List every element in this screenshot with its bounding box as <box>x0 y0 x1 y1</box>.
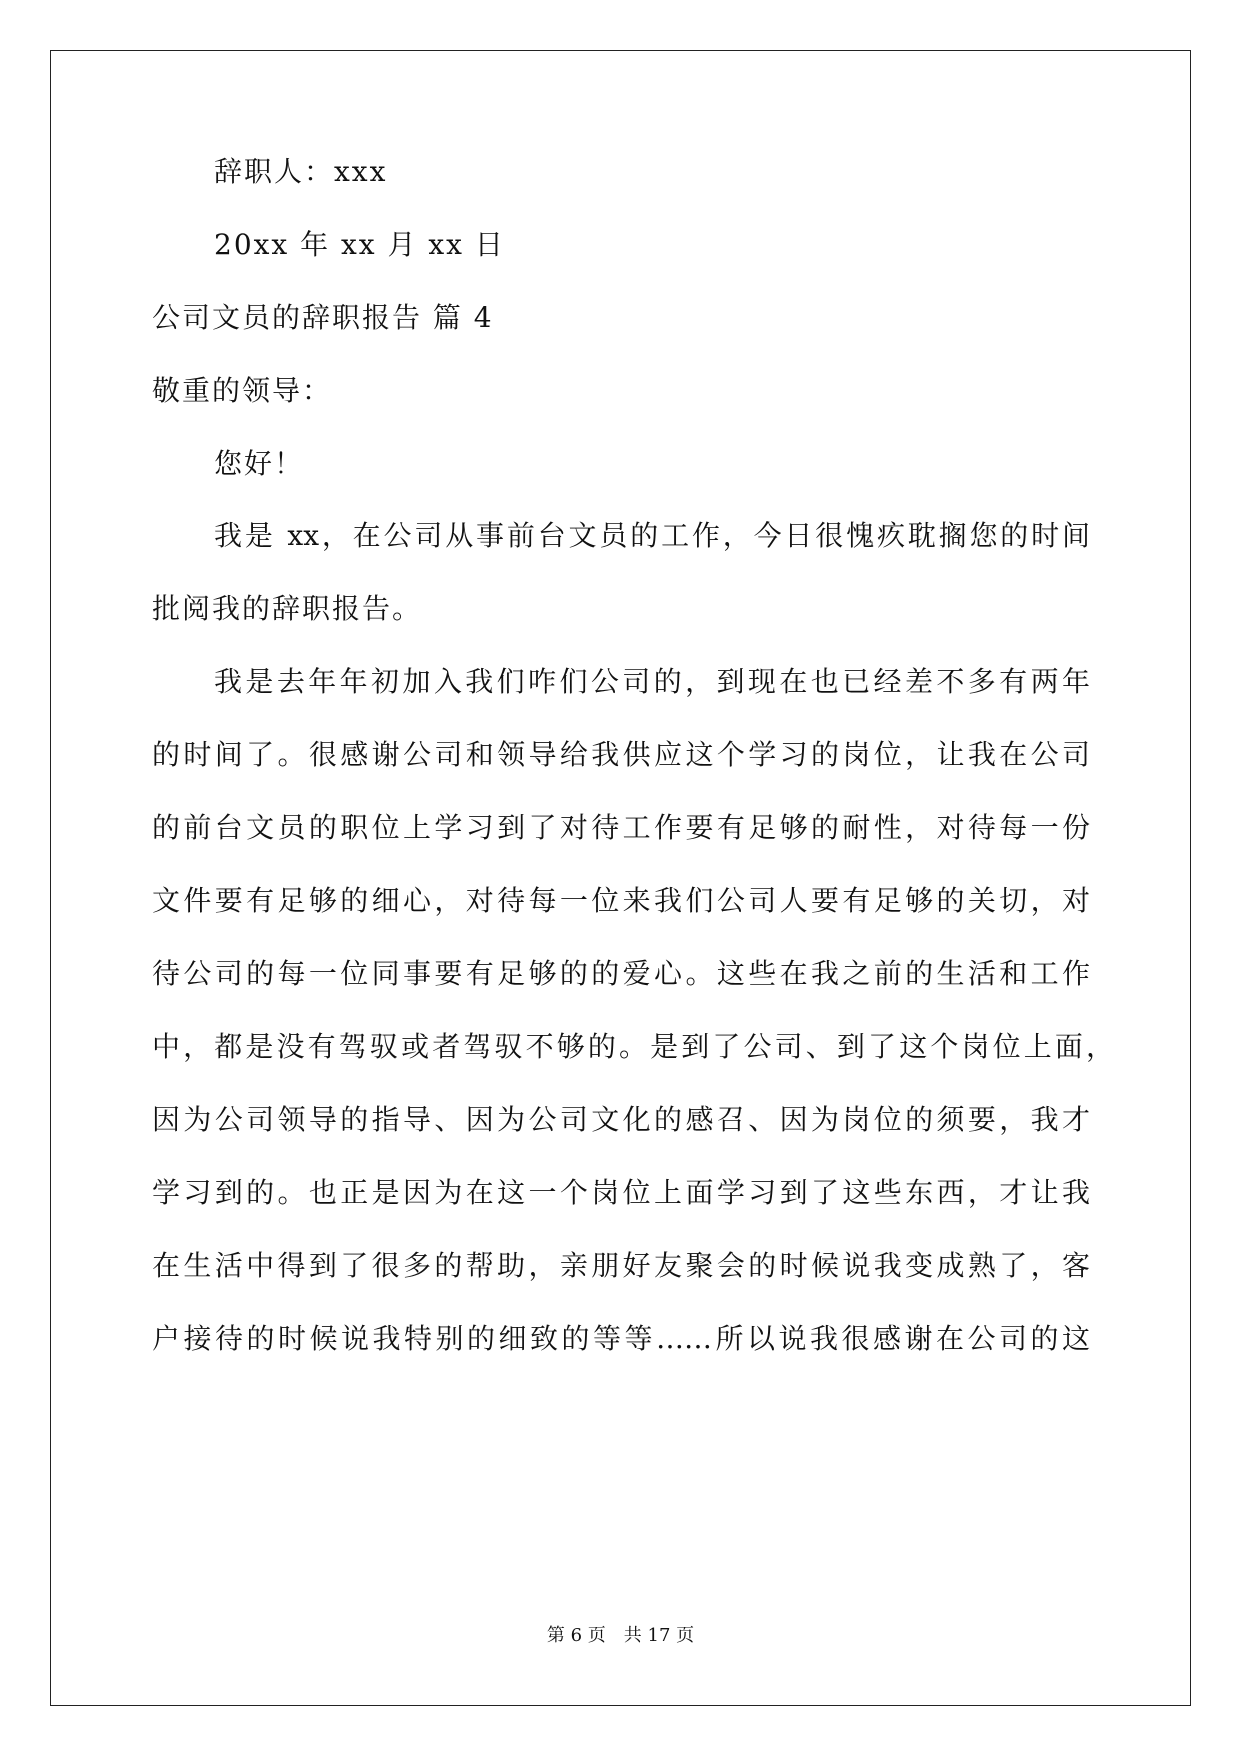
salutation: 敬重的领导： <box>152 374 333 407</box>
paragraph2-line: 文件要有足够的细心，对待每一位来我们公司人要有足够的关切，对 <box>152 884 1090 917</box>
paragraph2-line: 待公司的每一位同事要有足够的的爱心。这些在我之前的生活和工作 <box>152 957 1090 990</box>
paragraph2-line: 我是去年年初加入我们咋们公司的，到现在也已经差不多有两年 <box>214 665 1090 698</box>
date-line: 20xx 年 xx 月 xx 日 <box>214 228 505 261</box>
paragraph2-line: 的前台文员的职位上学习到了对待工作要有足够的耐性，对待每一份 <box>152 811 1090 844</box>
greeting: 您好！ <box>214 447 305 480</box>
paragraph2-line: 学习到的。也正是因为在这一个岗位上面学习到了这些东西，才让我 <box>152 1176 1090 1209</box>
paragraph1-line: 批阅我的辞职报告。 <box>152 592 423 625</box>
paragraph1-line: 我是 xx，在公司从事前台文员的工作，今日很愧疚耽搁您的时间 <box>214 519 1090 552</box>
paragraph2-line: 在生活中得到了很多的帮助，亲朋好友聚会的时候说我变成熟了，客 <box>152 1249 1090 1282</box>
paragraph2-line: 的时间了。很感谢公司和领导给我供应这个学习的岗位，让我在公司 <box>152 738 1090 771</box>
paragraph2-line: 户接待的时候说我特别的细致的等等……所以说我很感谢在公司的这 <box>152 1322 1090 1355</box>
page-footer: 第 6 页 共 17 页 <box>546 1625 695 1646</box>
paragraph2-line: 因为公司领导的指导、因为公司文化的感召、因为岗位的须要，我才 <box>152 1103 1090 1136</box>
paragraph2-line: 中，都是没有驾驭或者驾驭不够的。是到了公司、到了这个岗位上面， <box>152 1030 1114 1063</box>
signer-line: 辞职人：xxx <box>214 155 388 188</box>
section-title: 公司文员的辞职报告 篇 4 <box>152 301 494 334</box>
